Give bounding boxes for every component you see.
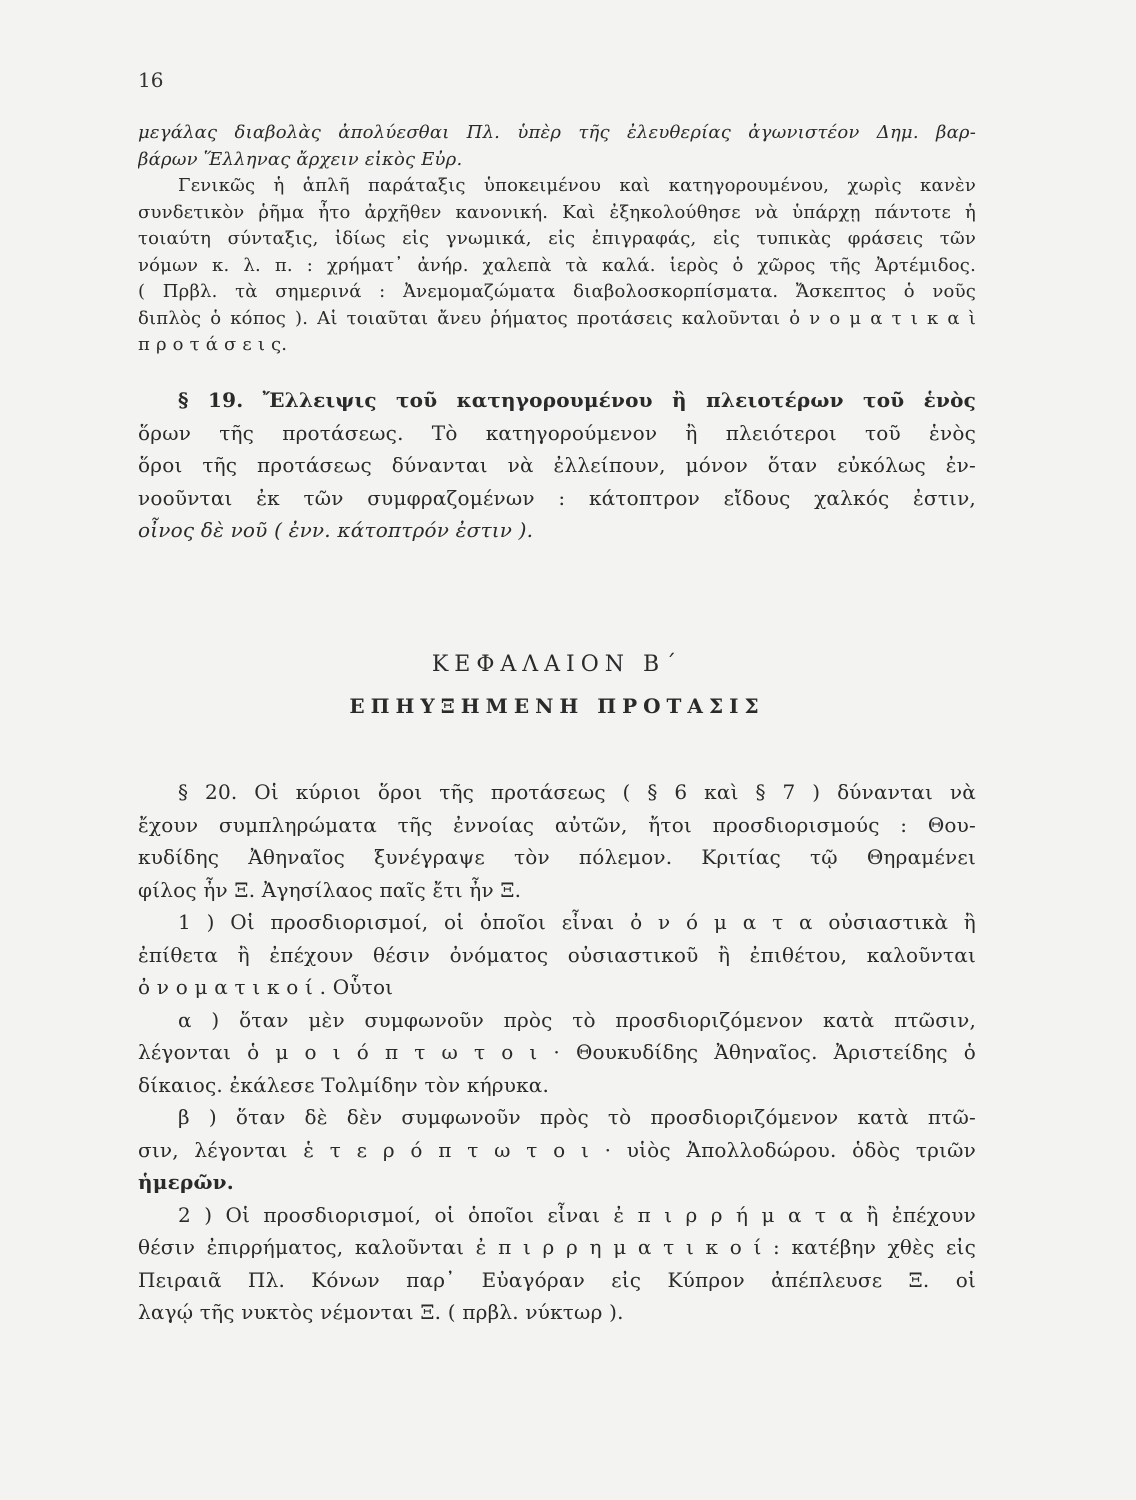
text-line: διπλὸς ὁ κόπος ). Αἱ τοιαῦται ἄνευ ῥήματος προτάσεις καλοῦνται ὀ ν ο μ α τ ι κ α ὶ — [138, 307, 976, 329]
text-line: κυδίδης Ἀθηναῖος ξυνέγραψε τὸν πόλεμον. Κριτίας τῷ Θηραμένει — [138, 845, 976, 869]
text-line: μεγάλας διαβολὰς ἀπολύεσθαι Πλ. ὑπὲρ τῆς ἐλευθερίας ἀγωνιστέον Δημ. βαρ- — [138, 122, 976, 143]
text-line: νόμων κ. λ. π. : χρήματ᾽ ἀνήρ. χαλεπὰ τὰ καλά. ἱερὸς ὁ χῶρος τῆς Ἀρτέμιδος. — [138, 254, 976, 276]
chapter-subtitle: ΕΠΗΥΞΗΜΕΝΗ ΠΡΟΤΑΣΙΣ — [349, 694, 765, 718]
text-line: τοιαύτη σύνταξις, ἰδίως εἰς γνωμικά, εἰς ἐπιγραφάς, εἰς τυπικὰς φράσεις τῶν — [138, 228, 976, 249]
text-line: δίκαιος. ἐκάλεσε Τολμίδην τὸν κήρυκα. — [138, 1072, 550, 1097]
chapter-title: ΚΕΦΑΛΑΙΟΝ Β΄ — [431, 652, 683, 677]
text-line: Πειραιᾶ Πλ. Κόνων παρ᾽ Εὐαγόραν εἰς Κύπρον ἀπέπλευσε Ξ. οἱ — [138, 1267, 976, 1292]
section-19 — [138, 384, 976, 547]
text-line: θέσιν ἐπιρρήματος, καλοῦνται ἐ π ι ρ ρ η μ α τ ι κ ο ί : κατέβην χθὲς εἰς — [138, 1235, 976, 1259]
page-number: 16 — [138, 68, 164, 92]
text-line: ὀ ν ο μ α τ ι κ ο ί . Οὗτοι — [138, 975, 394, 999]
text-line: ἐπίθετα ἢ ἐπέχουν θέσιν ὀνόματος οὐσιαστικοῦ ἢ ἐπιθέτου, καλοῦνται — [138, 942, 976, 967]
text-line: λαγῴ τῆς νυκτὸς νέμονται Ξ. ( πρβλ. νύκτωρ ). — [138, 1300, 624, 1324]
text-line: β ) ὅταν δὲ δὲν συμφωνοῦν πρὸς τὸ προσδιοριζόμενον κατὰ πτῶ- — [178, 1105, 976, 1129]
text-line: π ρ ο τ ά σ ε ι ς. — [138, 334, 288, 355]
text-line: Γενικῶς ἡ ἁπλῆ παράταξις ὑποκειμένου καὶ κατηγορουμένου, χωρὶς κανὲν — [178, 175, 976, 196]
text-line: α ) ὅταν μὲν συμφωνοῦν πρὸς τὸ προσδιοριζόμενον κατὰ πτῶσιν, — [178, 1007, 976, 1032]
text-line: ὅρων τῆς προτάσεως. Τὸ κατηγορούμενον ἢ πλειότεροι τοῦ ἑνὸς — [138, 420, 976, 445]
text-line: ἔχουν συμπληρώματα τῆς ἐννοίας αὐτῶν, ἤτοι προσδιορισμούς : Θου- — [138, 812, 976, 837]
section-heading-line: § 19. Ἔλλειψις τοῦ κατηγορουμένου ἢ πλειοτέρων τοῦ ἑνὸς — [178, 388, 976, 412]
text-line: βάρων Ἕλληνας ἄρχειν εἰκὸς Εὐρ. — [138, 148, 463, 170]
paragraph-nominal-sentences — [138, 120, 976, 359]
text-line: 1 ) Οἱ προσδιορισμοί, οἱ ὁποῖοι εἶναι ὀ ν ό μ α τ α οὐσιαστικὰ ἢ — [178, 910, 976, 934]
text-line: οἶνος δὲ νοῦ ( ἐνν. κάτοπτρόν ἐστιν ). — [138, 518, 534, 542]
text-line: φίλος ἦν Ξ. Ἀγησίλαος παῖς ἔτι ἦν Ξ. — [138, 877, 522, 902]
section-20 — [138, 776, 976, 1329]
text-line: 2 ) Οἱ προσδιορισμοί, οἱ ὁποῖοι εἶναι ἐ π ι ρ ρ ή μ α τ α ἢ ἐπέχουν — [178, 1202, 976, 1227]
text-line: ( Πρβλ. τὰ σημερινά : Ἀνεμομαζώματα διαβολοσκορπίσματα. Ἄσκεπτος ὁ νοῦς — [138, 281, 976, 302]
text-line: ὅροι τῆς προτάσεως δύνανται νὰ ἐλλείπουν, μόνον ὅταν εὐκόλως ἐν- — [138, 453, 976, 477]
text-line: συνδετικὸν ῥῆμα ἦτο ἀρχῆθεν κανονική. Καὶ ἐξηκολούθησε νὰ ὑπάρχῃ πάντοτε ἡ — [138, 201, 976, 223]
text-line: σιν, λέγονται ἑ τ ε ρ ό π τ ω τ ο ι · υἱὸς Ἀπολλοδώρου. ὁδὸς τριῶν — [138, 1137, 976, 1162]
text-line: ἡμερῶν. — [138, 1170, 234, 1194]
text-line: § 20. Οἱ κύριοι ὅροι τῆς προτάσεως ( § 6 καὶ § 7 ) δύνανται νὰ — [178, 780, 976, 804]
text-line: λέγονται ὁ μ ο ι ό π τ ω τ ο ι · Θουκυδίδης Ἀθηναῖος. Ἀριστείδης ὁ — [138, 1040, 976, 1064]
text-line: νοοῦνται ἐκ τῶν συμφραζομένων : κάτοπτρον εἴδους χαλκός ἐστιν, — [138, 485, 976, 510]
